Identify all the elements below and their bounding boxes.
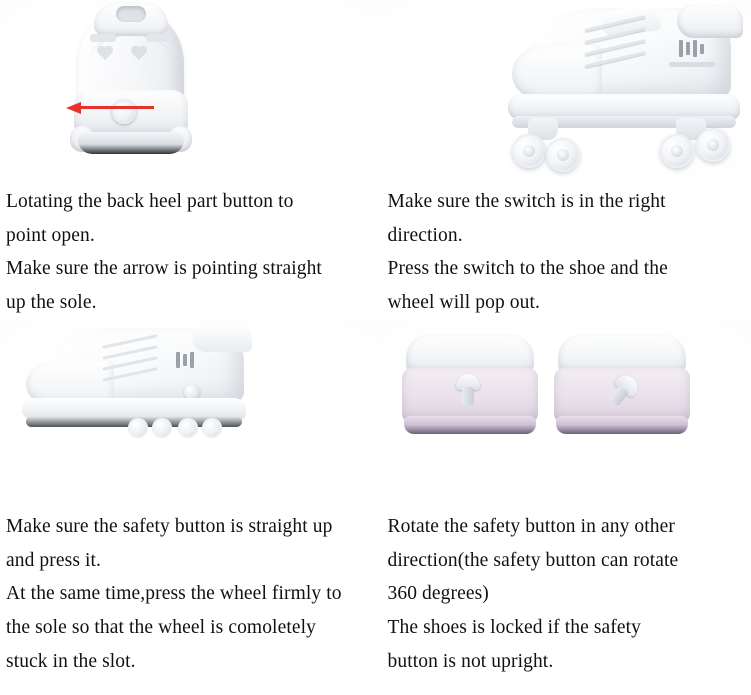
heel-closeup-right — [552, 334, 692, 444]
brand-logo-icon — [679, 40, 705, 57]
lace-strand — [102, 368, 157, 383]
panel-3-caption — [0, 505, 376, 677]
shoe-illustration — [376, 0, 751, 180]
shoe-rear-body — [72, 4, 190, 166]
retracted-wheel — [178, 418, 198, 438]
caption-line: At the same time,press the wheel firmly to — [6, 583, 342, 605]
caption-line: stuck in the slot. — [6, 650, 136, 672]
caption-line: The shoes is locked if the safety — [387, 617, 641, 639]
logo-text-bar — [669, 62, 715, 67]
heel-sole — [556, 416, 688, 434]
shoe-rear-view-with-heel-button-image — [0, 0, 376, 180]
shoe-illustration — [0, 0, 376, 180]
wheel — [512, 134, 546, 168]
caption-line: wheel will pop out. — [387, 291, 540, 313]
heel-tag-left — [90, 34, 116, 42]
wheel — [546, 138, 580, 172]
panel-2-caption — [376, 180, 751, 318]
heel-closeup-left — [400, 334, 540, 444]
shoe-side-body — [18, 326, 258, 446]
arrow-head — [66, 102, 81, 114]
panel-bottom-left — [0, 320, 376, 679]
panel-top-left — [0, 0, 376, 320]
retracted-wheel — [152, 418, 172, 438]
caption-line: Press the switch to the shoe and the — [387, 258, 668, 280]
caption-line: Make sure the switch is in the right — [387, 191, 666, 212]
caption-line: direction(the safety button can rotate — [387, 549, 679, 571]
panel-bottom-right — [376, 320, 751, 679]
panel-4-caption — [376, 505, 751, 677]
retracted-wheel — [128, 418, 148, 438]
shoe-side-view-wheels-extended-image — [376, 0, 751, 180]
caption-line: up the sole. — [6, 291, 97, 313]
caption-line: Make sure the safety button is straight up — [6, 516, 333, 538]
seam-line — [88, 34, 174, 95]
caption-line: point open. — [6, 224, 95, 246]
wheel — [660, 134, 694, 168]
caption-line: 360 degrees) — [387, 583, 489, 605]
heel-tag-right — [146, 34, 170, 42]
laces — [102, 340, 168, 380]
retracted-wheel — [202, 418, 222, 438]
wheel — [696, 128, 730, 162]
safety-button-upright — [454, 374, 482, 408]
heel-sole — [404, 416, 536, 434]
heel-closeup-illustration — [376, 320, 751, 505]
heel-collar — [94, 2, 168, 36]
caption-line: and press it. — [6, 549, 101, 571]
heel-collar — [192, 324, 252, 352]
shoe-side-view-wheels-retracted-image — [0, 320, 376, 505]
panel-top-right — [376, 0, 751, 320]
heart-icon — [96, 46, 114, 62]
panel-1-caption — [0, 180, 376, 318]
heel-collar — [677, 4, 743, 38]
shoe-illustration — [0, 320, 376, 505]
caption-line: the sole so that the wheel is comoletely — [6, 617, 316, 639]
caption-line: Make sure the arrow is pointing straight — [6, 258, 322, 280]
shoe-side-body — [506, 6, 751, 176]
red-arrow-icon — [66, 102, 154, 114]
caption-line: Lotating the back heel part button to — [6, 191, 294, 212]
heel-closeup-safety-button-pair-image — [376, 320, 751, 505]
caption-line: Rotate the safety button in any other — [387, 516, 675, 538]
outsole — [78, 132, 184, 154]
caption-line: button is not upright. — [387, 650, 554, 672]
caption-line: direction. — [387, 224, 463, 246]
arrow-shaft — [80, 106, 154, 109]
laces — [584, 22, 658, 68]
heart-icon — [130, 46, 148, 62]
brand-logo-icon — [176, 352, 200, 368]
button-stem — [462, 387, 474, 405]
